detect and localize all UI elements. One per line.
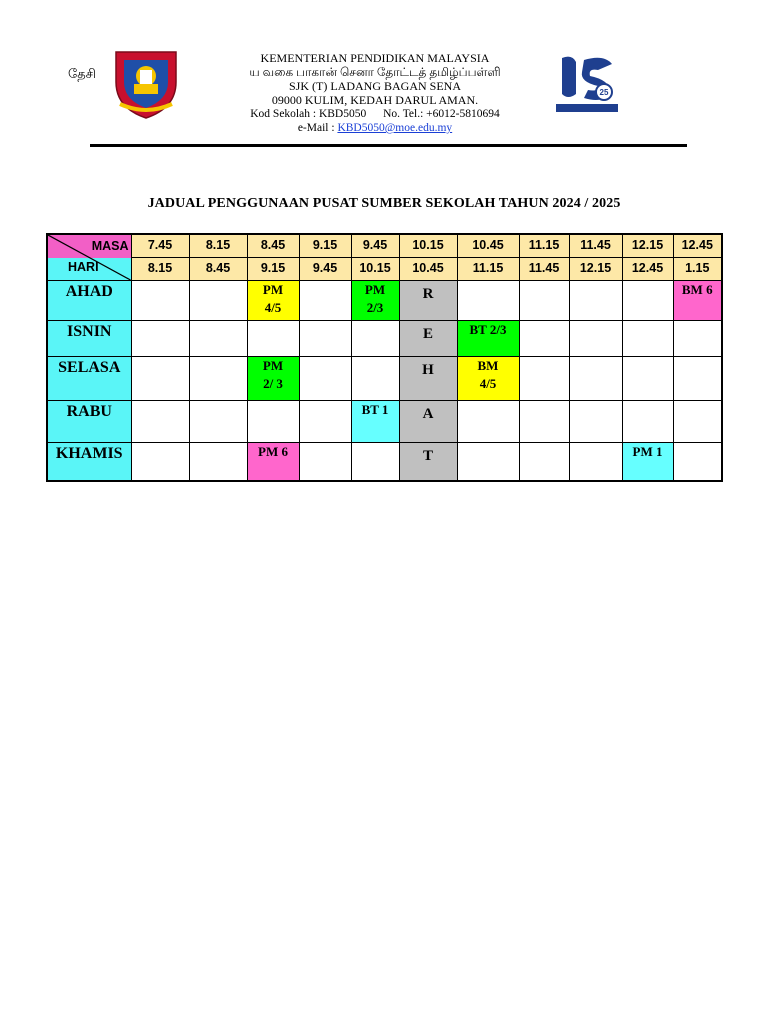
empty-slot-cell — [189, 281, 247, 321]
empty-slot-cell — [131, 357, 189, 401]
empty-slot-cell — [189, 357, 247, 401]
empty-slot-cell — [673, 401, 722, 443]
time-start-cell: 12.45 — [673, 234, 722, 258]
empty-slot-cell — [519, 443, 569, 481]
booked-slot-cell: BM 6 — [673, 281, 722, 321]
corner-header — [47, 234, 131, 281]
day-row-rabu — [47, 401, 722, 443]
time-start-cell: 11.45 — [569, 234, 622, 258]
empty-slot-cell — [351, 321, 399, 357]
empty-slot-cell — [299, 357, 351, 401]
empty-slot-cell — [622, 321, 673, 357]
day-label: ISNIN — [47, 321, 131, 357]
tel-value: +6012-5810694 — [426, 108, 500, 120]
time-end-cell: 1.15 — [673, 258, 722, 281]
time-end-cell: 10.45 — [399, 258, 457, 281]
empty-slot-cell — [457, 443, 519, 481]
empty-slot-cell — [569, 401, 622, 443]
day-label: SELASA — [47, 357, 131, 401]
empty-slot-cell — [247, 401, 299, 443]
empty-slot-cell — [299, 321, 351, 357]
time-end-cell: 8.45 — [189, 258, 247, 281]
tel-label: No. Tel.: — [383, 108, 424, 120]
email-line — [210, 121, 540, 135]
timetable — [46, 233, 723, 482]
empty-slot-cell — [189, 443, 247, 481]
time-start-cell: 9.45 — [351, 234, 399, 258]
empty-slot-cell — [673, 357, 722, 401]
time-start-cell: 12.15 — [622, 234, 673, 258]
time-start-cell: 10.15 — [399, 234, 457, 258]
empty-slot-cell — [673, 443, 722, 481]
empty-slot-cell — [131, 443, 189, 481]
booked-slot-cell: PM 6 — [247, 443, 299, 481]
booked-slot-cell: PM 4/5 — [247, 281, 299, 321]
empty-slot-cell — [299, 401, 351, 443]
booked-slot-cell: BT 2/3 — [457, 321, 519, 357]
time-start-cell: 11.15 — [519, 234, 569, 258]
time-start-cell: 8.15 — [189, 234, 247, 258]
time-start-cell: 8.45 — [247, 234, 299, 258]
empty-slot-cell — [189, 321, 247, 357]
booked-slot-cell: BT 1 — [351, 401, 399, 443]
email-link[interactable]: KBD5050@moe.edu.my — [337, 122, 453, 134]
empty-slot-cell — [622, 281, 673, 321]
rehat-letter-cell: E — [399, 321, 457, 357]
letterhead — [210, 51, 540, 135]
hari-label: HARI — [68, 260, 99, 274]
empty-slot-cell — [189, 401, 247, 443]
time-end-cell: 12.15 — [569, 258, 622, 281]
empty-slot-cell — [299, 443, 351, 481]
rehat-letter-cell: R — [399, 281, 457, 321]
header-left-label: தேசி — [68, 66, 96, 81]
booked-slot-cell: PM 2/3 — [351, 281, 399, 321]
day-label: AHAD — [47, 281, 131, 321]
empty-slot-cell — [569, 443, 622, 481]
time-row-start — [47, 234, 722, 258]
booked-slot-cell: PM 2/ 3 — [247, 357, 299, 401]
day-row-selasa — [47, 357, 722, 401]
empty-slot-cell — [457, 281, 519, 321]
time-end-cell: 9.15 — [247, 258, 299, 281]
time-end-cell: 12.45 — [622, 258, 673, 281]
booked-slot-cell: PM 1 — [622, 443, 673, 481]
empty-slot-cell — [569, 357, 622, 401]
time-start-cell: 9.15 — [299, 234, 351, 258]
empty-slot-cell — [131, 401, 189, 443]
day-row-isnin — [47, 321, 722, 357]
empty-slot-cell — [131, 321, 189, 357]
contact-line — [210, 107, 540, 121]
day-row-khamis — [47, 443, 722, 481]
time-end-cell: 11.45 — [519, 258, 569, 281]
empty-slot-cell — [519, 357, 569, 401]
header-divider — [90, 144, 687, 147]
empty-slot-cell — [519, 321, 569, 357]
empty-slot-cell — [131, 281, 189, 321]
empty-slot-cell — [519, 281, 569, 321]
empty-slot-cell — [351, 443, 399, 481]
school-crest-logo — [112, 46, 180, 120]
rehat-letter-cell: H — [399, 357, 457, 401]
empty-slot-cell — [457, 401, 519, 443]
time-end-cell: 8.15 — [131, 258, 189, 281]
empty-slot-cell — [622, 401, 673, 443]
ministry-name: KEMENTERIAN PENDIDIKAN MALAYSIA — [260, 51, 490, 65]
empty-slot-cell — [299, 281, 351, 321]
svg-text:25: 25 — [599, 88, 609, 97]
empty-slot-cell — [569, 281, 622, 321]
empty-slot-cell — [519, 401, 569, 443]
rehat-letter-cell: A — [399, 401, 457, 443]
email-label: e-Mail : — [297, 122, 335, 134]
school-address: 09000 KULIM, KEDAH DARUL AMAN. — [271, 93, 479, 107]
masa-label: MASA — [91, 239, 129, 253]
time-end-cell: 9.45 — [299, 258, 351, 281]
logo-25-icon — [554, 52, 620, 114]
empty-slot-cell — [673, 321, 722, 357]
day-label: RABU — [47, 401, 131, 443]
time-row-end — [47, 258, 722, 281]
time-start-cell: 10.45 — [457, 234, 519, 258]
empty-slot-cell — [351, 357, 399, 401]
time-end-cell: 11.15 — [457, 258, 519, 281]
kod-value: KBD5050 — [318, 108, 367, 120]
rehat-letter-cell: T — [399, 443, 457, 481]
school-name-tamil: ய வகை பாகான் செனா தோட்டத் தமிழ்ப்பள்ளி — [249, 65, 501, 79]
empty-slot-cell — [622, 357, 673, 401]
school-name: SJK (T) LADANG BAGAN SENA — [289, 79, 461, 93]
time-start-cell: 7.45 — [131, 234, 189, 258]
day-label: KHAMIS — [47, 443, 131, 481]
day-row-ahad — [47, 281, 722, 321]
time-end-cell: 10.15 — [351, 258, 399, 281]
booked-slot-cell: BM 4/5 — [457, 357, 519, 401]
page-title: JADUAL PENGGUNAAN PUSAT SUMBER SEKOLAH TAHUN 2024 / 2025 — [147, 196, 621, 211]
empty-slot-cell — [247, 321, 299, 357]
kod-label: Kod Sekolah : — [250, 108, 317, 120]
empty-slot-cell — [569, 321, 622, 357]
